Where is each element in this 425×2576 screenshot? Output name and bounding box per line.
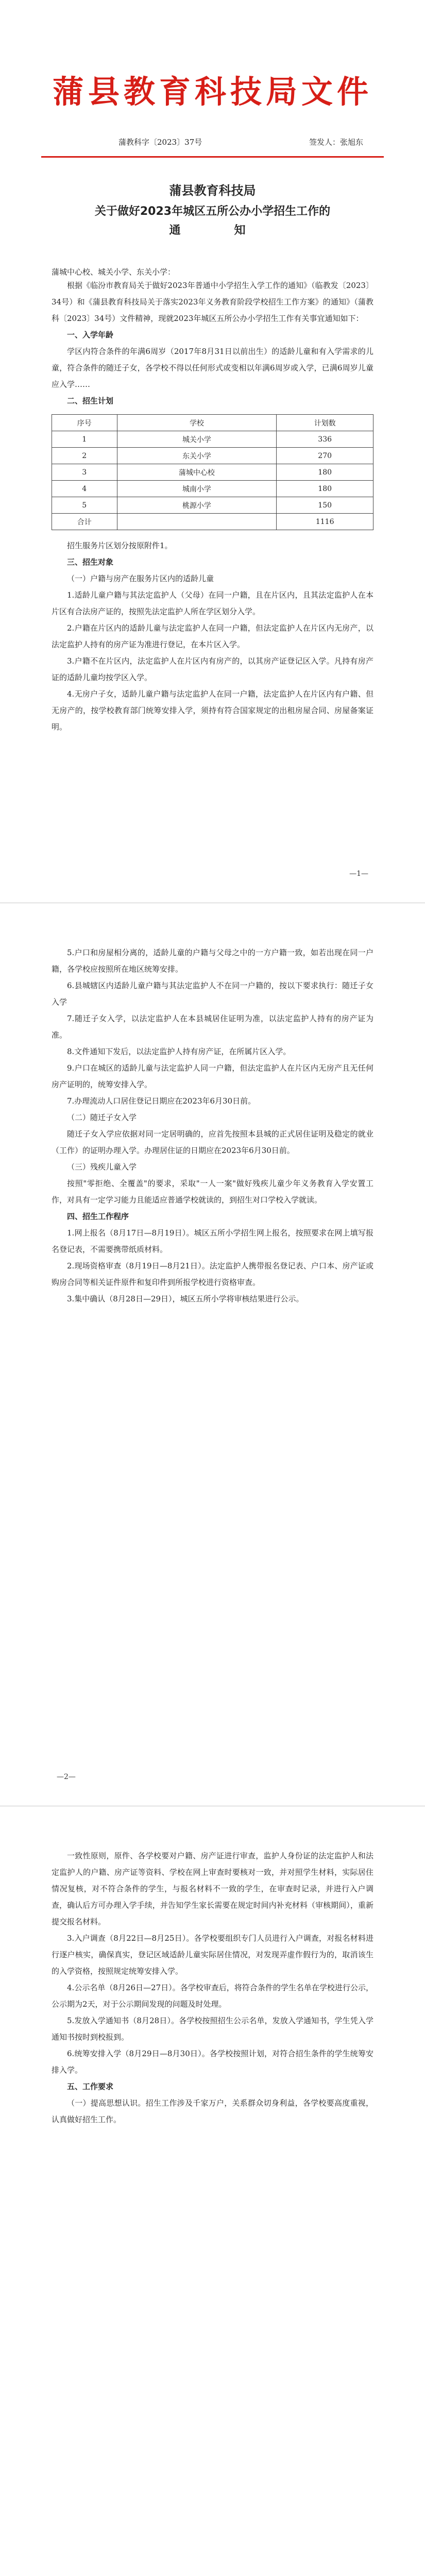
paragraph: 2.户籍在片区内的适龄儿童与法定监护人在同一户籍，但法定监护人在片区内无房产，以法定监护人持有的房产证为准进行登记，在本片区入学。 [52,623,373,649]
paragraph: 3.户籍不在片区内，法定监护人在片区内有房产的，以其房产证登记区入学。凡持有房产证的适龄儿童均按学区入学。 [52,656,373,682]
paragraph: 6.统筹安排入学（8月29日—8月30日）。各学校按照计划，对符合招生条件的学生统筹安排入学。 [52,2049,373,2075]
table-row [52,497,373,514]
table-cell: 180 [277,464,373,481]
paragraph: 7.随迁子女入学，以法定监护人在本县城居住证明为准，以法定监护人持有的房产证为准。 [52,1014,373,1040]
paragraph: 一致性原则，原件、各学校要对户籍、房产证进行审查，监护人身份证的法定监护人和法定监护人的户籍、房产证等资料、学校在网上审查时要核对一致，并对照学生材料，实际居住情况复核，对不符合条件的学生，与报名材料不一致的学生，在审查时记录，并进行入户调查，确认后方可办理入学手续，并告知学生家长需要在规定时间内补充材料（审核期间），重新提交报名材料。 [52,1851,373,1926]
table-cell: 180 [277,481,373,497]
issuing-organization: 蒲县教育科技局 [169,183,256,198]
paragraph: 按照"零拒绝、全覆盖"的要求，采取"一人一案"做好残疾儿童少年义务教育入学安置工作，对具有一定学习能力且能适应普通学校就读的，到招生对口学校入学就读。 [52,1179,373,1205]
paragraph: 3.集中确认（8月28日—29日），城区五所小学将审核结果进行公示。 [67,1294,304,1303]
paragraph: 3.入户调查（8月22日—8月25日）。各学校要组织专门人员进行入户调查，对报名材料进行逐户核实，确保真实，登记区域适龄儿童实际居住情况，对发现弄虚作假行为的，取消该生的入学资格，按照规定统筹安排入学。 [52,1934,373,1976]
paragraph: 根据《临汾市教育局关于做好2023年普通中小学招生入学工作的通知》（临教发〔2023〕34号）和《蒲县教育科技局关于落实2023年义务教育阶段学校招生工作方案》的通知》（蒲教科〔2023〕34号）文件精神，现就2023年城区五所公办小学招生工作有关事宜通知如下： [52,281,373,323]
paragraph: 1.适龄儿童户籍与其法定监护人（父母）在同一户籍，且在片区内，且其法定监护人在本片区有合法房产证的，按照先法定监护人所在学区划分入学。 [52,590,373,616]
page-2-content [52,944,373,1307]
page-1-content [52,41,373,735]
page-number: —2— [57,1773,76,1781]
section-heading-4: 四、招生工作程序 [67,1212,129,1221]
table-row [52,431,373,448]
enrollment-plan-table [52,414,373,530]
addressee: 蒲城中心校、城关小学、东关小学： [52,267,176,277]
subsection-heading: （三）残疾儿童入学 [67,1162,137,1172]
table-cell: 东关小学 [117,448,277,464]
paragraph: 学区内符合条件的年满6周岁（2017年8月31日以前出生）的适龄儿童和有入学需求的儿童，符合条件的随迁子女，各学校不得以任何形式或变相以年满6周岁或入学，已满6周岁儿童应入学…… [52,347,373,389]
paragraph: 6.县城辖区内适龄儿童户籍与其法定监护人不在同一户籍的，按以下要求执行：随迁子女入学 [52,981,373,1007]
section-heading-3: 三、招生对象 [67,557,114,567]
table-cell: 合计 [52,514,117,530]
column-header: 序号 [52,415,117,431]
table-cell: 桃源小学 [117,497,277,514]
paragraph: 4.公示名单（8月26日—27日）。各学校审查后，将符合条件的学生名单在学校进行公示，公示期为2天，对于公示期间发现的问题及时处理。 [52,1983,373,2009]
red-divider-line [41,156,384,158]
table-cell: 3 [52,464,117,481]
table-cell: 蒲城中心校 [117,464,277,481]
section-heading-1: 一、入学年龄 [67,330,114,340]
section-heading-5: 五、工作要求 [67,2082,114,2091]
paragraph: 8.文件通知下发后，以法定监护人持有房产证，在所属片区入学。 [67,1047,291,1056]
subsection-heading: （二）随迁子女入学 [67,1113,137,1122]
paragraph: 5.户口和房屋相分离的，适龄儿童的户籍与父母之中的一方户籍一致，如若出现在同一户籍，各学校应按照所在地区统筹安排。 [52,948,373,974]
document-page-3 [0,1806,425,2576]
document-title-line2: 通 知 [169,224,256,237]
table-cell: 1116 [277,514,373,530]
table-header-row [52,415,373,431]
table-row [52,464,373,481]
paragraph: 4.无房户子女，适龄儿童户籍与法定监护人在同一户籍，法定监护人在片区内有户籍、但无房产的，按学校教育部门统筹安排入学，须持有符合国家规定的出租房屋合同、房屋备案证明。 [52,689,373,732]
document-page-2 [0,903,425,1806]
column-header: 学校 [117,415,277,431]
table-cell: 城关小学 [117,431,277,448]
table-cell: 城南小学 [117,481,277,497]
table-cell: 270 [277,448,373,464]
paragraph: 招生服务片区划分按原附件1。 [67,541,173,550]
table-cell: 2 [52,448,117,464]
subsection-heading: （一）户籍与房产在服务片区内的适龄儿童 [67,574,214,583]
table-cell: 4 [52,481,117,497]
table-row [52,481,373,497]
document-title-line1: 关于做好2023年城区五所公办小学招生工作的 [94,205,331,218]
table-cell: 150 [277,497,373,514]
table-cell: 1 [52,431,117,448]
document-page-1 [0,0,425,903]
table-row [52,448,373,464]
table-cell: 5 [52,497,117,514]
paragraph: 随迁子女入学应依据对同一定居明确的，应首先按照本县城的正式居住证明及稳定的就业（工作）的证明办理入学。办理居住证的日期应在2023年6月30日前。 [52,1129,373,1155]
section-heading-2: 二、招生计划 [67,396,114,405]
signer: 签发人：张旭东 [309,138,363,147]
paragraph: （一）提高思想认识。招生工作涉及千家万户，关系群众切身利益，各学校要高度重视，认真做好招生工作。 [52,2098,373,2124]
document-number: 蒲教科字〔2023〕37号 [118,138,202,147]
column-header: 计划数 [277,415,373,431]
paragraph: 1.网上报名（8月17日—8月19日）。城区五所小学招生网上报名，按照要求在网上填写报名登记表，不需要携带纸质材料。 [52,1228,373,1254]
paragraph: 7.办理流动人口居住登记日期应在2023年6月30日前。 [67,1096,256,1106]
table-total-row [52,514,373,530]
paragraph: 5.发放入学通知书（8月28日）。各学校按照招生公示名单，发放入学通知书，学生凭入学通知书按时到校报到。 [52,2016,373,2042]
paragraph: 9.户口在城区的适龄儿童与法定监护人同一户籍，但法定监护人在片区内无房产且无任何房产证明的，统筹安排入学。 [52,1063,373,1089]
page-number: —1— [349,870,368,878]
doc-number-row [52,132,373,153]
page-3-content [52,1848,373,2128]
table-cell: 336 [277,431,373,448]
paragraph: 2.现场资格审查（8月19日—8月21日）。法定监护人携带报名登记表、户口本、房产证或购房合同等相关证件原件和复印件到所报学校进行资格审查。 [52,1261,373,1287]
document-red-header: 蒲县教育科技局文件 [52,74,372,110]
table-cell [117,514,277,530]
